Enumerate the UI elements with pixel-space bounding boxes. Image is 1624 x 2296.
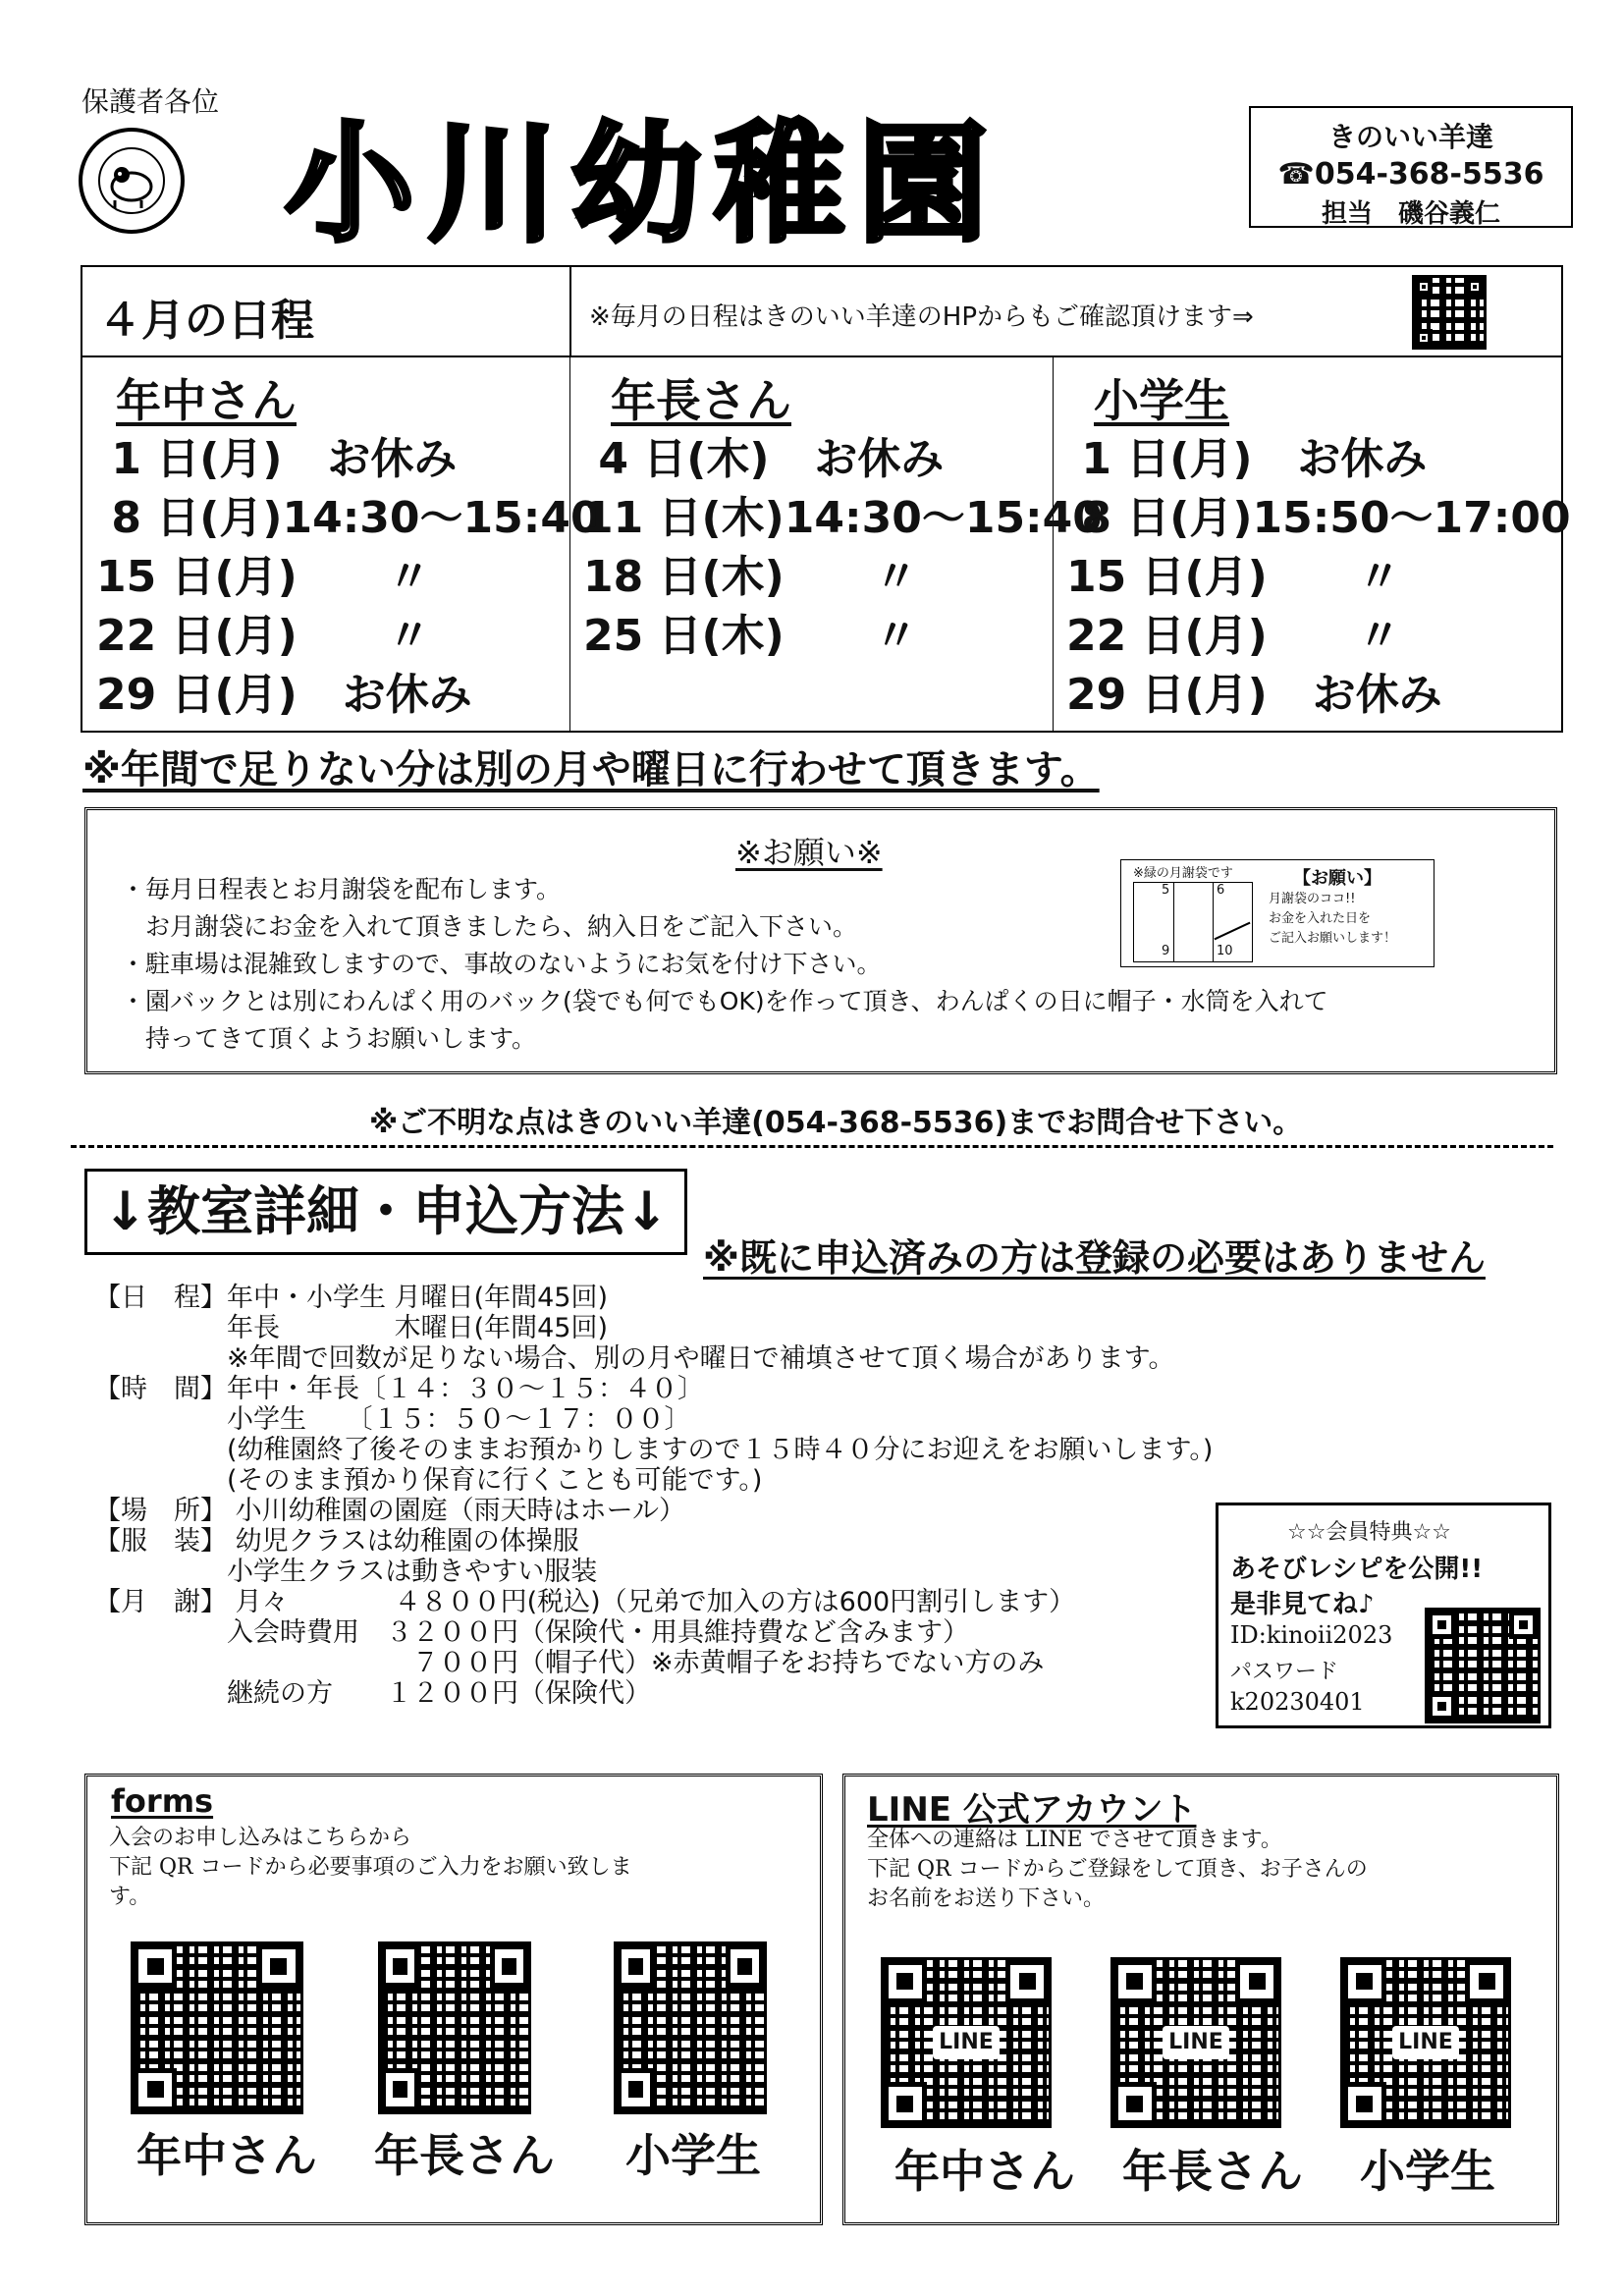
schedule-row: 25 日(木) 〃: [583, 611, 918, 661]
member-benefit-box: [1216, 1503, 1551, 1728]
illustration-title: 【お願い】: [1293, 868, 1381, 889]
line-box-line: お名前をお送り下さい。: [867, 1886, 1106, 1911]
schedule-footnote: ※年間で足りない分は別の月や曜日に行わせて頂きます。: [82, 747, 1100, 793]
details-line: 【時 間】年中・年長〔１４：３０～１５：４０〕: [94, 1374, 704, 1404]
line-qr-shogakusei[interactable]: [1340, 1957, 1511, 2128]
illustration-line: お金を入れた日を: [1269, 911, 1372, 926]
forms-box: [84, 1774, 823, 2225]
details-line: 小学生 〔１５：５０～１７：００〕: [94, 1404, 691, 1435]
illustration-line: ご記入お願いします！: [1269, 931, 1397, 946]
schedule-row: 15 日(月) 〃: [96, 552, 431, 602]
inquiry-note: ※ご不明な点はきのいい羊達(054-368-5536)までお問合せ下さい。: [369, 1106, 1303, 1140]
contact-phone: ☎054-368-5536: [1277, 157, 1544, 191]
line-label: 小学生: [1360, 2145, 1495, 2198]
forms-line: 入会のお申し込みはこちらから: [109, 1826, 412, 1850]
schedule-row: 22 日(月) 〃: [1066, 611, 1401, 661]
schedule-title: ４月の日程: [98, 296, 314, 346]
member-password-label: パスワード: [1230, 1660, 1339, 1684]
column-heading: 年長さん: [611, 374, 791, 427]
column-heading: 小学生: [1094, 374, 1229, 427]
forms-title: forms: [111, 1782, 214, 1820]
illustration-caption: ※緑の月謝袋です: [1133, 866, 1233, 881]
schedule-row: 8 日(月)14:30～15:40: [96, 493, 601, 543]
forms-label: 小学生: [625, 2129, 761, 2182]
line-logo-icon: LINE: [933, 2026, 999, 2059]
illustration-line: 月謝袋のココ!!: [1269, 892, 1356, 906]
forms-label: 年中さん: [136, 2129, 317, 2182]
schedule-row: 18 日(木) 〃: [583, 552, 918, 602]
schedule-row: 29 日(月) お休み: [1066, 670, 1442, 720]
details-line: 【月 謝】 月々 ４８００円(税込)（兄弟で加入の方は600円割引します）: [94, 1587, 1076, 1617]
cell-number: 9: [1162, 944, 1170, 958]
column-heading: 年中さん: [116, 374, 297, 427]
cell-number: 6: [1217, 883, 1225, 898]
contact-person: 担当 磯谷義仁: [1321, 199, 1500, 229]
line-qr-nencho[interactable]: [1110, 1957, 1281, 2128]
schedule-column-shogakusei: [1066, 365, 1571, 725]
cell-number: 5: [1162, 883, 1170, 898]
details-line: (幼稚園終了後そのままお預かりしますので１５時４０分にお迎えをお願いします。): [94, 1435, 1214, 1465]
forms-line: す。: [109, 1885, 151, 1909]
already-registered-note: ※既に申込済みの方は登録の必要はありません: [703, 1236, 1486, 1280]
schedule-row: 11 日(木)14:30～15:40: [583, 493, 1103, 543]
request-line: ・毎月日程表とお月謝袋を配布します。: [121, 875, 562, 903]
line-logo-icon: LINE: [1163, 2026, 1228, 2059]
logo-seal: [79, 128, 185, 234]
line-qr-nenchu[interactable]: [881, 1957, 1052, 2128]
details-line: ７００円（帽子代）※赤黄帽子をお持ちでない方のみ: [94, 1648, 1045, 1678]
request-box: [84, 807, 1557, 1074]
hp-qr-code[interactable]: [1412, 275, 1487, 350]
line-box: [842, 1774, 1559, 2225]
schedule-hp-note: ※毎月の日程はきのいい羊達のHPからもご確認頂けます⇒: [589, 302, 1254, 332]
request-line: お月謝袋にお金を入れて頂きましたら、納入日をご記入下さい。: [121, 912, 858, 941]
contact-org: きのいい羊達: [1327, 121, 1493, 153]
details-line: 【服 装】 幼児クラスは幼稚園の体操服: [94, 1526, 579, 1557]
member-line2: 是非見てね♪: [1230, 1590, 1375, 1619]
section-divider: [71, 1145, 1553, 1148]
cell-number: 10: [1217, 944, 1233, 958]
line-box-line: 全体への連絡は LINE でさせて頂きます。: [867, 1828, 1282, 1852]
request-line: 持ってきて頂くようお願いします。: [121, 1024, 537, 1053]
line-box-line: 下記 QR コードからご登録をして頂き、お子さんの: [867, 1857, 1368, 1882]
details-heading: ↓教室詳細・申込方法↓: [84, 1169, 687, 1255]
member-qr-code[interactable]: [1425, 1608, 1541, 1723]
schedule-row: 1 日(月) お休み: [1066, 434, 1428, 484]
details-line: ※年間で回数が足りない場合、別の月や曜日で補填させて頂く場合があります。: [94, 1343, 1175, 1374]
schedule-row: 15 日(月) 〃: [1066, 552, 1401, 602]
line-title: LINE 公式アカウント: [867, 1790, 1197, 1830]
schedule-row: 4 日(木) お休み: [583, 434, 945, 484]
addressee: 保護者各位: [81, 85, 220, 118]
details-line: 入会時費用 ３２００円（保険代・用具維持費など含みます）: [94, 1617, 969, 1648]
details-list: [94, 1283, 1213, 1709]
details-line: (そのまま預かり保育に行くことも可能です。): [94, 1465, 763, 1496]
member-line1: あそびレシピを公開!!: [1230, 1555, 1484, 1584]
schedule-row: 1 日(月) お休み: [96, 434, 458, 484]
line-label: 年中さん: [894, 2145, 1075, 2198]
schedule-column-nenchu: [96, 365, 601, 725]
contact-box: [1249, 106, 1573, 228]
schedule-row: 22 日(月) 〃: [96, 611, 431, 661]
forms-qr-nenchu[interactable]: [131, 1941, 303, 2114]
details-line: 【日 程】年中・小学生 月曜日(年間45回): [94, 1283, 609, 1313]
details-line: 年長 木曜日(年間45回): [94, 1313, 609, 1343]
forms-qr-shogakusei[interactable]: [614, 1941, 767, 2114]
line-logo-icon: LINE: [1392, 2026, 1458, 2059]
forms-qr-nencho[interactable]: [378, 1941, 531, 2114]
schedule-column-nencho: [583, 365, 1103, 666]
sheep-icon: [82, 132, 181, 230]
schedule-row: 29 日(月) お休み: [96, 670, 472, 720]
request-line: ・駐車場は混雑致しますので、事故のないようにお気を付け下さい。: [121, 950, 882, 978]
member-password: k20230401: [1230, 1688, 1365, 1716]
member-id: ID:kinoii2023: [1230, 1621, 1393, 1649]
member-title: ☆☆会員特典☆☆: [1287, 1520, 1451, 1545]
request-line: ・園バックとは別にわんぱく用のバック(袋でも何でもOK)を作って頂き、わんぱくの日に帽子・水筒を入れて: [121, 987, 1328, 1015]
details-line: 継続の方 １２００円（保険代）: [94, 1678, 651, 1709]
details-line: 小学生クラスは動きやすい服装: [94, 1557, 598, 1587]
request-title: ※お願い※: [735, 834, 883, 871]
forms-label: 年長さん: [374, 2129, 555, 2182]
details-line: 【場 所】 小川幼稚園の園庭（雨天時はホール）: [94, 1496, 686, 1526]
forms-line: 下記 QR コードから必要事項のご入力をお願い致しま: [109, 1855, 632, 1880]
schedule-row: 8 日(月)15:50～17:00: [1066, 493, 1571, 543]
line-label: 年長さん: [1122, 2145, 1303, 2198]
page-title: 小川幼稚園: [285, 109, 1001, 260]
envelope-illustration: [1120, 859, 1435, 967]
